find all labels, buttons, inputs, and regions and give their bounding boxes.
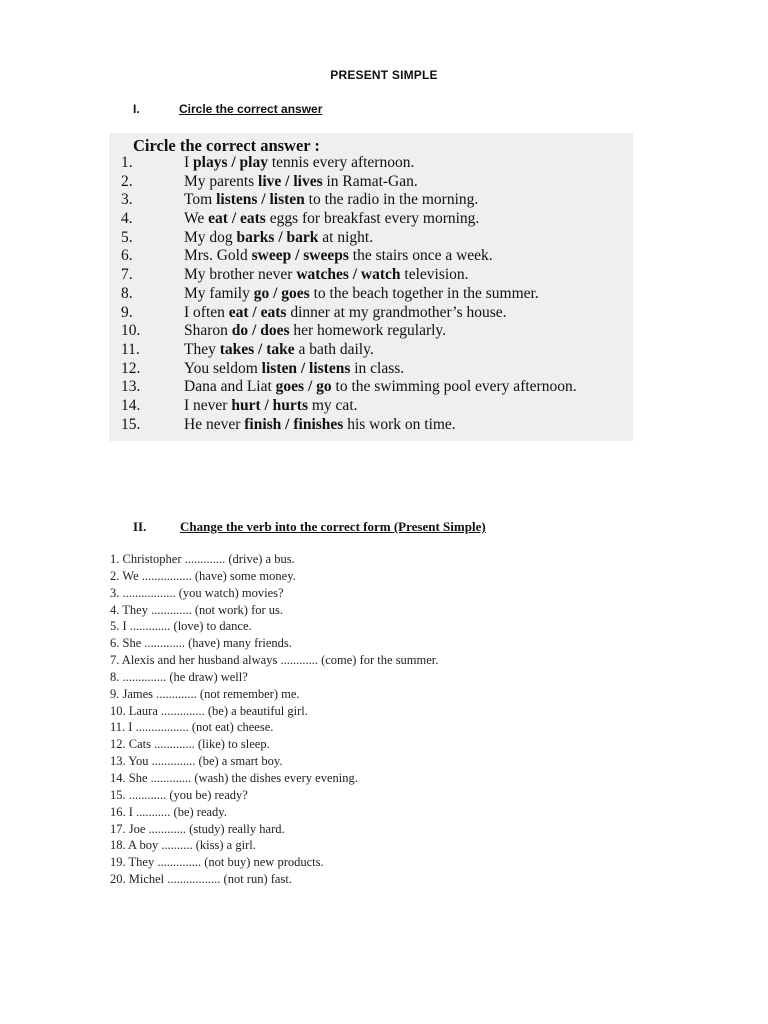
exercise-2-item: 2. We ................ (have) some money. <box>110 568 296 583</box>
verb-choice: do / does <box>231 322 290 340</box>
item-sentence <box>184 210 479 229</box>
exercise-1-item <box>109 304 633 323</box>
verb-choice: barks / bark <box>236 228 319 246</box>
sentence-text: Dana and Liat <box>184 378 276 396</box>
verb-choice: go / goes <box>253 284 310 302</box>
section-1-number: I. <box>133 102 140 116</box>
item-number: 9. <box>121 303 133 321</box>
sentence-text: in Ramat-Gan. <box>322 172 418 190</box>
item-number: 7. <box>121 266 133 284</box>
verb-choice: listens / listen <box>216 191 305 209</box>
item-sentence <box>184 229 373 248</box>
item-sentence <box>184 266 469 285</box>
item-number: 6. <box>121 247 133 265</box>
verb-choice: sweep / sweeps <box>251 247 349 265</box>
item-number: 2. <box>121 172 133 190</box>
item-number: 14. <box>121 396 141 414</box>
sentence-text: her homework regularly. <box>289 322 447 340</box>
item-number: 11. <box>121 340 140 358</box>
item-number: 3. <box>121 191 133 209</box>
item-sentence <box>184 360 404 379</box>
verb-choice: hurt / hurts <box>231 396 308 414</box>
item-number: 15. <box>121 415 141 433</box>
exercise-1-item <box>109 210 633 229</box>
sentence-text: They <box>184 340 220 358</box>
sentence-text: My dog <box>184 228 237 246</box>
sentence-text: My brother never <box>184 266 297 284</box>
sentence-text: a bath daily. <box>294 340 374 358</box>
exercise-2-item: 11. I ................. (not eat) cheese. <box>110 720 274 735</box>
exercise-2-item: 13. You .............. (be) a smart boy. <box>110 754 283 769</box>
exercise-1-item <box>109 247 633 266</box>
item-number: 8. <box>121 284 133 302</box>
section-2-heading: Change the verb into the correct form (Present Simple) <box>180 519 486 534</box>
page-title: PRESENT SIMPLE <box>330 68 438 82</box>
exercise-1-item <box>109 266 633 285</box>
item-sentence <box>184 247 493 266</box>
exercise-2-item: 12. Cats ............. (like) to sleep. <box>110 737 270 752</box>
sentence-text: to the beach together in the summer. <box>309 284 539 302</box>
sentence-text: the stairs once a week. <box>348 247 493 265</box>
verb-choice: watches / watch <box>296 266 401 284</box>
item-number: 12. <box>121 359 141 377</box>
exercise-1-item <box>109 360 633 379</box>
item-sentence <box>184 397 358 416</box>
exercise-1-item <box>109 285 633 304</box>
sentence-text: my cat. <box>308 396 358 414</box>
item-number: 1. <box>121 154 133 171</box>
verb-choice: goes / go <box>275 378 332 396</box>
sentence-text: Tom <box>184 191 217 209</box>
exercise-2-item: 9. James ............. (not remember) me. <box>110 686 300 701</box>
sentence-text: tennis every afternoon. <box>268 154 415 171</box>
sentence-text: My parents <box>184 172 259 190</box>
item-sentence <box>184 173 418 192</box>
exercise-1-item <box>109 416 633 435</box>
exercise-1-item <box>109 191 633 210</box>
section-2-number: II. <box>133 519 147 534</box>
item-sentence <box>184 304 507 323</box>
sentence-text: eggs for breakfast every morning. <box>265 210 480 228</box>
exercise-2-item: 16. I ........... (be) ready. <box>110 804 227 819</box>
sentence-text: dinner at my grandmother’s house. <box>286 303 507 321</box>
item-number: 5. <box>121 228 133 246</box>
sentence-text: He never <box>184 415 245 433</box>
exercise-1-item <box>109 154 633 173</box>
sentence-text: Mrs. Gold <box>184 247 252 265</box>
verb-choice: live / lives <box>258 172 323 190</box>
exercise-2-item: 15. ............ (you be) ready? <box>110 787 248 802</box>
sentence-text: to the radio in the morning. <box>304 191 479 209</box>
exercise-2-item: 4. They ............. (not work) for us. <box>110 602 284 617</box>
item-number: 13. <box>121 378 141 396</box>
sentence-text: to the swimming pool every afternoon. <box>331 378 577 396</box>
exercise-2-item: 6. She ............. (have) many friends. <box>110 636 292 651</box>
exercise-1-item <box>109 341 633 360</box>
exercise-2-list <box>110 551 710 888</box>
exercise-2-item: 18. A boy .......... (kiss) a girl. <box>110 838 256 853</box>
item-sentence <box>184 378 577 397</box>
sentence-text: I often <box>184 303 229 321</box>
item-sentence <box>184 191 478 210</box>
exercise-1-item <box>109 173 633 192</box>
verb-choice: listen / listens <box>261 359 351 377</box>
exercise-1-title: Circle the correct answer : <box>133 136 320 155</box>
verb-choice: eat / eats <box>228 303 287 321</box>
exercise-2-item: 14. She ............. (wash) the dishes every evening. <box>110 770 358 785</box>
verb-choice: finish / finishes <box>244 415 344 433</box>
exercise-1-image <box>109 133 633 441</box>
item-sentence <box>184 416 456 435</box>
exercise-2-item: 8. .............. (he draw) well? <box>110 669 248 684</box>
sentence-text: I never <box>184 396 232 414</box>
verb-choice: plays / play <box>193 154 268 171</box>
exercise-2-item: 1. Christopher ............. (drive) a bus. <box>110 552 295 566</box>
exercise-2-item: 7. Alexis and her husband always ............ (come) for the summer. <box>110 653 439 668</box>
verb-choice: eat / eats <box>208 210 266 228</box>
exercise-2-item: 19. They .............. (not buy) new products. <box>110 855 324 870</box>
exercise-2-item: 5. I ............. (love) to dance. <box>110 619 252 634</box>
sentence-text: at night. <box>318 228 374 246</box>
exercise-1-item <box>109 378 633 397</box>
sentence-text: in class. <box>350 359 405 377</box>
sentence-text: We <box>184 210 209 228</box>
item-sentence <box>184 341 374 360</box>
sentence-text: his work on time. <box>343 415 456 433</box>
item-sentence <box>184 285 539 304</box>
exercise-2-item: 3. ................. (you watch) movies? <box>110 585 284 600</box>
exercise-1-item <box>109 397 633 416</box>
sentence-text: I <box>184 154 194 171</box>
item-sentence <box>184 322 446 341</box>
item-number: 10. <box>121 322 141 340</box>
item-sentence <box>184 154 414 173</box>
exercise-1-list <box>109 154 633 434</box>
sentence-text: Sharon <box>184 322 232 340</box>
sentence-text: My family <box>184 284 254 302</box>
exercise-1-item <box>109 229 633 248</box>
item-number: 4. <box>121 210 133 228</box>
exercise-2-item: 10. Laura .............. (be) a beautiful girl. <box>110 703 308 718</box>
sentence-text: television. <box>400 266 469 284</box>
exercise-2-item: 20. Michel ................. (not run) fast. <box>110 872 292 887</box>
sentence-text: You seldom <box>184 359 262 377</box>
exercise-1-item <box>109 322 633 341</box>
exercise-2-item: 17. Joe ............ (study) really hard. <box>110 821 285 836</box>
section-1-heading: Circle the correct answer <box>179 102 323 116</box>
verb-choice: takes / take <box>219 340 295 358</box>
